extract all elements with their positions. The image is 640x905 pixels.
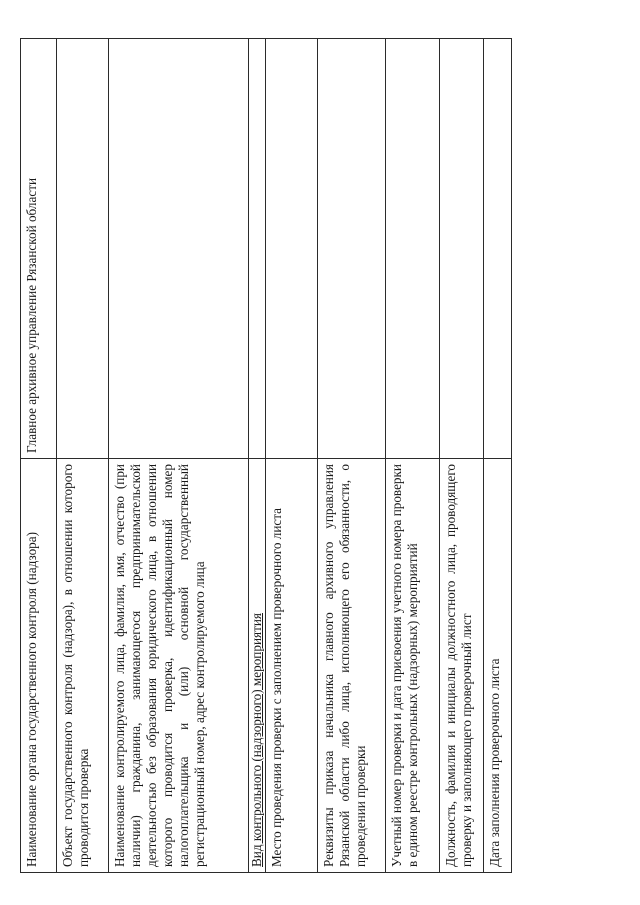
- fill-date-value: [484, 39, 512, 459]
- official-value: [440, 39, 484, 459]
- order-details-label: Реквизиты приказа начальника главного архивного управления Рязанской области либо лица, исполняющего его обязанности, о проведении проверки: [318, 459, 386, 873]
- table-row: [249, 39, 266, 873]
- table-row: [386, 39, 440, 873]
- inspection-place-label: Место проведения проверки с заполнением проверочного листа: [266, 459, 318, 873]
- registry-number-label: Учетный номер проверки и дата присвоения учетного номера проверки в едином реестре контрольных (надзорных) мероприятий: [386, 459, 440, 873]
- checklist-header-table: [20, 38, 512, 873]
- registry-number-value: [386, 39, 440, 459]
- control-authority-value: Главное архивное управление Рязанской области: [21, 39, 57, 459]
- controlled-person-label: Наименование контролируемого лица, фамилия, имя, отчество (при наличии) гражданина, занимающегося предпринимательской деятельностью без образования юридического лица, в отношении которого проводится проверка, идентификационный номер налогоплательщика и (или) основной государственный регистрационный номер, адрес контролируемого лица: [109, 459, 249, 873]
- order-details-value: [318, 39, 386, 459]
- event-kind-value: [249, 39, 266, 459]
- table-row: [440, 39, 484, 873]
- table-row: [21, 39, 57, 873]
- table-row: [266, 39, 318, 873]
- rotated-form-page: [20, 39, 516, 873]
- table-row: [318, 39, 386, 873]
- event-kind-label: Вид контрольного (надзорного) мероприятия: [249, 459, 266, 873]
- inspection-object-value: [57, 39, 109, 459]
- inspection-place-value: [266, 39, 318, 459]
- controlled-person-value: [109, 39, 249, 459]
- official-label: Должность, фамилия и инициалы должностного лица, проводящего проверку и заполняющего проверочный лист: [440, 459, 484, 873]
- control-authority-label: Наименование органа государственного контроля (надзора): [21, 459, 57, 873]
- fill-date-label: Дата заполнения проверочного листа: [484, 459, 512, 873]
- inspection-object-label: Объект государственного контроля (надзора), в отношении которого проводится проверка: [57, 459, 109, 873]
- table-row: [57, 39, 109, 873]
- table-row: [484, 39, 512, 873]
- table-row: [109, 39, 249, 873]
